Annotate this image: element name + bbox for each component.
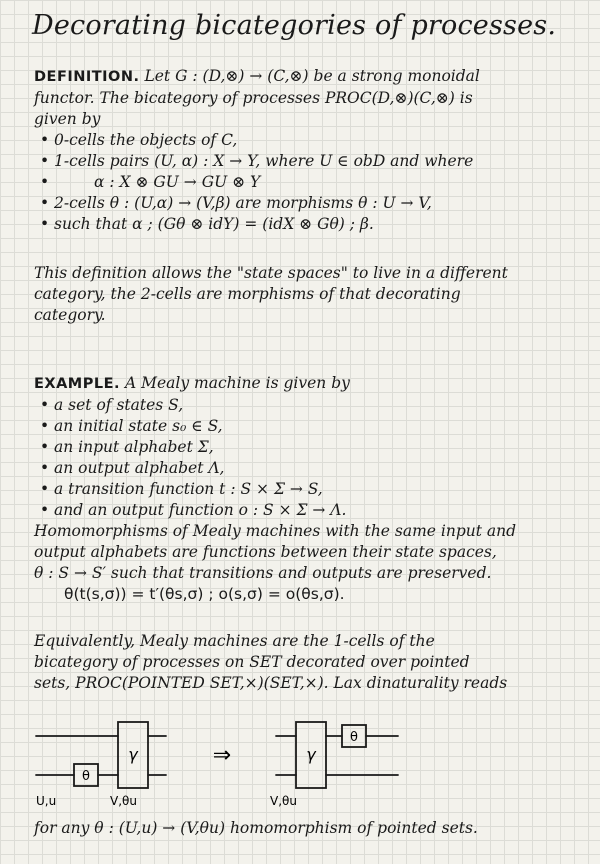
definition-intro-text-1: Let G : (D,⊗) → (C,⊗) be a strong monoidal: [144, 67, 480, 85]
example-item: • an input alphabet Σ,: [34, 437, 574, 458]
page-title: Decorating bicategories of processes.: [32, 10, 557, 41]
example-item: • an initial state s₀ ∈ S,: [34, 416, 574, 437]
dinaturality-diagram: [26, 718, 546, 810]
equivalently-line: Equivalently, Mealy machines are the 1-cells of the: [34, 632, 435, 650]
remark-line: category.: [34, 306, 106, 324]
equivalently-line: sets, PROC(POINTED SET,×)(SET,×). Lax dinaturality reads: [34, 674, 508, 692]
example-item: • a transition function t : S × Σ → S,: [34, 479, 574, 500]
example-item: • an output alphabet Λ,: [34, 458, 574, 479]
left-label-input: U,u: [36, 794, 57, 808]
left-gamma-label: γ: [128, 745, 138, 764]
definition-keyword: DEFINITION.: [34, 69, 140, 85]
example-body-line: Homomorphisms of Mealy machines with the same input and: [34, 522, 517, 540]
remark-line: category, the 2-cells are morphisms of that decorating: [34, 285, 461, 303]
left-label-output: V,θu: [110, 794, 137, 808]
remark-line: This definition allows the "state spaces" to live in a different: [34, 264, 508, 282]
right-theta-label: θ: [350, 730, 358, 745]
remark-block: [34, 263, 574, 326]
example-intro-text: A Mealy machine is given by: [124, 374, 350, 392]
equivalently-block: [34, 631, 574, 694]
example-body-line: θ : S → S′ such that transitions and outputs are preserved.: [34, 564, 492, 582]
definition-item: • 1-cells pairs (U, α) : X → Y, where U ∈ obD and where: [34, 151, 574, 172]
example-item: • and an output function o : S × Σ → Λ.: [34, 500, 574, 521]
example-keyword: EXAMPLE.: [34, 376, 121, 392]
closing-line: for any θ : (U,u) → (V,θu) homomorphism of pointed sets.: [34, 819, 478, 837]
definition-item-continuation: • α : X ⊗ GU → GU ⊗ Y: [34, 172, 574, 193]
definition-item: • 2-cells θ : (U,α) → (V,β) are morphisms θ : U → V,: [34, 193, 574, 214]
implies-arrow: ⇒: [212, 743, 232, 768]
definition-item-continuation: • such that α ; (Gθ ⊗ idY) = (idX ⊗ Gθ) ; β.: [34, 214, 574, 235]
definition-block: [34, 66, 574, 235]
example-block: [34, 373, 574, 605]
example-item: • a set of states S,: [34, 395, 574, 416]
definition-intro-line-2: functor. The bicategory of processes PROC(D,⊗)(C,⊗) is: [34, 89, 473, 107]
right-label: V,θu: [270, 794, 297, 808]
definition-list: [34, 130, 574, 235]
example-body-line: output alphabets are functions between their state spaces,: [34, 543, 497, 561]
left-theta-label: θ: [82, 769, 90, 784]
definition-intro-line-3: given by: [34, 110, 101, 128]
equivalently-line: bicategory of processes on SET decorated over pointed: [34, 653, 470, 671]
example-list: [34, 395, 574, 521]
right-gamma-label: γ: [306, 745, 316, 764]
example-formula: θ(t(s,σ)) = t′(θs,σ) ; o(s,σ) = o(θs,σ).: [64, 585, 345, 603]
definition-intro-line-1: [34, 66, 574, 88]
example-intro-line: [34, 373, 574, 395]
definition-item: • 0-cells the objects of C,: [34, 130, 574, 151]
